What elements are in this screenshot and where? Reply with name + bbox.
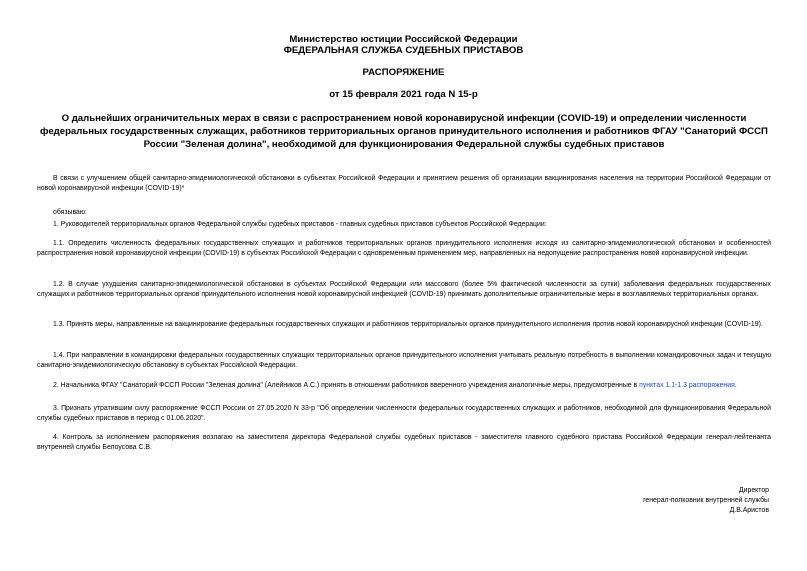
paragraph-1-1: 1.1. Определить численность федеральных государственных служащих и работников территориальных органов принудительного исполнения исходя из санитарно-эпидемиологической обстановки и особенностей распространения новой коронавирусной инфекции (COVID-19) в субъектах Российской Федерации с одновременным применением мер, направленных на недопущение распространения новой коронавирусной инфекции. — [37, 240, 771, 257]
document-title: О дальнейших ограничительных мерах в связи с распространением новой коронавирусной инфекции (COVID-19) и определении численности федеральных государственных служащих, работников территориальных органов принудительного исполнения и работников ФГАУ "Санаторий ФССП России "Зеленая долина", необходимой для функционирования Федеральной службы судебных приставов — [40, 113, 768, 150]
paragraph-1: 1. Руководителей территориальных органов Федеральной службы судебных приставов - главных судебных приставов субъектов Российской Федерации: — [53, 221, 547, 228]
paragraph-2-text: 2. Начальника ФГАУ "Санаторий ФССП России "Зеленая долина" (Алейников А.С.) принять в отношении работников вверенного учреждения аналогичные меры, предусмотренные в — [53, 382, 640, 389]
signature-rank: генерал-полковник внутренней службы — [643, 497, 769, 504]
paragraph-2 — [37, 381, 771, 391]
intro-paragraph: В связи с улучшением общей санитарно-эпидемиологической обстановки в субъектах Российской Федерации и принятием решения об организации вакцинирования населения на территории Российской Федерации от новой коронавирусной инфекции (COVID-19)* — [37, 175, 771, 192]
signature-name: Д.В.Аристов — [729, 507, 769, 514]
paragraph-4: 4. Контроль за исполнением распоряжения возлагаю на заместителя директора Федеральной службы судебных приставов - заместителя главного судебного пристава Российской Федерации генерал-лейтенанта внутренней службы Белоусова С.В. — [37, 434, 771, 451]
signature-position: Директор — [738, 487, 769, 494]
paragraph-1-2: 1.2. В случае ухудшения санитарно-эпидемиологической обстановки в субъектах Российской Федерации или массового (более 5% фактической численности за сутки) заболевания федеральных государственных служащих и работников территориальных органов принудительного исполнения новой коронавирусной инфекцией (COVID-19) принимать дополнительные ограничительные меры в возглавляемых территориальных органах. — [37, 281, 771, 298]
paragraph-2-end: . — [734, 382, 737, 389]
paragraph-1-3: 1.3. Принять меры, направленные на вакцинирование федеральных государственных служащих и работников территориальных органов принудительного исполнения против новой коронавирусной инфекции (COVID-19). — [53, 321, 763, 328]
points-link[interactable]: пунктах 1.1-1.3 распоряжения — [639, 382, 735, 389]
paragraph-3: 3. Признать утратившим силу распоряжение ФССП России от 27.05.2020 N 33-р "Об определении численности федеральных государственных служащих и работников, необходимой для функционирования Федеральной службы судебных приставов в период с 01.06.2020". — [37, 405, 771, 422]
document-type: РАСПОРЯЖЕНИЕ — [362, 67, 445, 78]
paragraph-1-4: 1.4. При направлении в командировки федеральных государственных служащих территориальных органов принудительного исполнения учитывать реальную потребность в выполнении командировочных задач и текущую санитарно-эпидемиологическую обстановку в субъектах Российской Федерации. — [37, 352, 771, 369]
obligate-line: обязываю: — [53, 209, 87, 216]
service-heading: ФЕДЕРАЛЬНАЯ СЛУЖБА СУДЕБНЫХ ПРИСТАВОВ — [283, 45, 524, 56]
ministry-heading: Министерство юстиции Российской Федерации — [289, 34, 518, 45]
document-date-number: от 15 февраля 2021 года N 15-р — [329, 89, 478, 100]
